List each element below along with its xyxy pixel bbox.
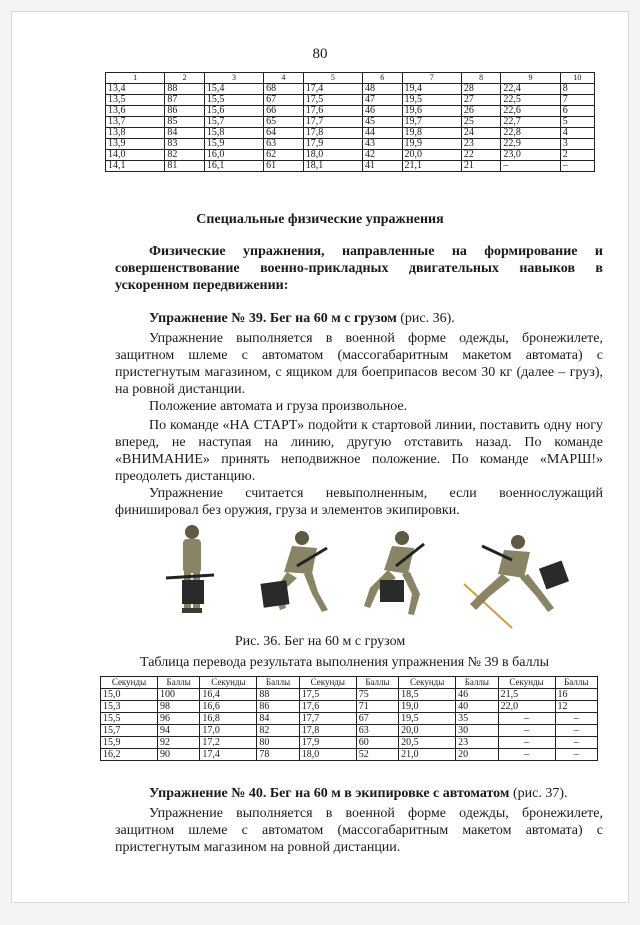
table-row	[101, 689, 598, 701]
table-cell: 15,7	[101, 725, 158, 737]
table-cell: 17,5	[303, 95, 362, 106]
table-header-cell: Баллы	[257, 677, 299, 689]
table-cell: 15,9	[101, 737, 158, 749]
table-cell: 92	[157, 737, 199, 749]
table-cell: 17,8	[299, 725, 356, 737]
table-cell: 22,9	[501, 139, 560, 150]
table-cell: 18,0	[303, 150, 362, 161]
exercise-40-figure-ref: (рис. 37).	[509, 786, 568, 801]
exercise-39-figure-ref: (рис. 36).	[396, 311, 455, 326]
table-cell: 17,7	[303, 117, 362, 128]
table-cell: 80	[257, 737, 299, 749]
table-row	[106, 84, 595, 95]
table-cell: 7	[560, 95, 594, 106]
table-cell: 20,0	[399, 725, 456, 737]
table-cell: 16,0	[204, 150, 263, 161]
table-cell: 28	[461, 84, 501, 95]
table-cell: 62	[264, 150, 304, 161]
intro-paragraph: Физические упражнения, направленные на формирование и совершенствование военно-прикладных двигательных навыков в ускоренном передвижении:	[115, 244, 603, 293]
table-row	[101, 725, 598, 737]
table-cell: 81	[165, 161, 205, 172]
table-cell: 100	[157, 689, 199, 701]
table-cell: –	[555, 725, 597, 737]
table-cell: 15,5	[101, 713, 158, 725]
table-cell: 16,6	[200, 701, 257, 713]
table-cell: 96	[157, 713, 199, 725]
exercise-39-paragraph-4: Упражнение считается невыполненным, если военнослужащий финишировал без оружия, груза и элементов экипировки.	[115, 486, 603, 518]
table-cell: 16,2	[101, 749, 158, 761]
table-cell: 17,4	[303, 84, 362, 95]
table-cell: 66	[264, 106, 304, 117]
table-cell: 15,4	[204, 84, 263, 95]
table-cell: 15,6	[204, 106, 263, 117]
table-cell: 21,0	[399, 749, 456, 761]
table-cell: 64	[264, 128, 304, 139]
table-header-cell: Баллы	[356, 677, 398, 689]
section-title: Специальные физические упражнения	[196, 212, 444, 227]
table-header-cell: Баллы	[456, 677, 498, 689]
table-header-cell: Секунды	[299, 677, 356, 689]
table-cell: 25	[461, 117, 501, 128]
table-cell: 27	[461, 95, 501, 106]
table-cell: 17,5	[299, 689, 356, 701]
table-cell: –	[555, 737, 597, 749]
table-cell: 86	[257, 701, 299, 713]
table-cell: 24	[461, 128, 501, 139]
table-header-cell: 1	[106, 73, 165, 84]
table-cell: –	[498, 725, 555, 737]
table-cell: 15,5	[204, 95, 263, 106]
table-cell: 13,5	[106, 95, 165, 106]
table-cell: 22,8	[501, 128, 560, 139]
table-row	[106, 161, 595, 172]
soldier-figure-standing	[166, 525, 214, 613]
table-cell: 40	[456, 701, 498, 713]
table-cell: 14,0	[106, 150, 165, 161]
table-header-cell: Баллы	[555, 677, 597, 689]
table-cell: 18,5	[399, 689, 456, 701]
table-cell: 19,4	[402, 84, 461, 95]
table-row	[106, 117, 595, 128]
table-cell: 22,4	[501, 84, 560, 95]
table-cell: 19,8	[402, 128, 461, 139]
table-cell: –	[498, 713, 555, 725]
exercise-39-heading	[115, 310, 603, 327]
table-cell: 15,0	[101, 689, 158, 701]
table-cell: 35	[456, 713, 498, 725]
table-cell: –	[498, 749, 555, 761]
table-cell: 19,5	[402, 95, 461, 106]
table-row	[106, 95, 595, 106]
table-cell: 8	[560, 84, 594, 95]
table-header-cell: 8	[461, 73, 501, 84]
table-cell: 4	[560, 128, 594, 139]
table-cell: 19,6	[402, 106, 461, 117]
table-cell: 5	[560, 117, 594, 128]
table-cell: 46	[363, 106, 403, 117]
table-cell: 82	[257, 725, 299, 737]
soldier-figure-start	[260, 531, 328, 612]
table-header-cell: 3	[204, 73, 263, 84]
table-header-cell: Секунды	[101, 677, 158, 689]
table-cell: 15,9	[204, 139, 263, 150]
table-cell: 17,4	[200, 749, 257, 761]
table-cell: 84	[165, 128, 205, 139]
table-cell: 94	[157, 725, 199, 737]
soldier-figure-finish	[464, 535, 569, 628]
table-cell: 90	[157, 749, 199, 761]
table-cell: 23	[461, 139, 501, 150]
table-cell: 44	[363, 128, 403, 139]
table-cell: 67	[264, 95, 304, 106]
table-cell: 19,5	[399, 713, 456, 725]
table-cell: –	[560, 161, 594, 172]
table-cell: 22,0	[498, 701, 555, 713]
table-cell: 85	[165, 117, 205, 128]
table-cell: 87	[165, 95, 205, 106]
table-row	[101, 713, 598, 725]
table-row	[106, 106, 595, 117]
table-cell: –	[498, 737, 555, 749]
table-cell: 60	[356, 737, 398, 749]
table-header-cell: 4	[264, 73, 304, 84]
table-cell: 15,3	[101, 701, 158, 713]
exercise-40-title: Упражнение № 40. Бег на 60 м в экипировке с автоматом	[149, 786, 510, 801]
running-with-load-illustration	[152, 522, 572, 634]
table-cell: 21	[461, 161, 501, 172]
exercise-39-paragraph-2: Положение автомата и груза произвольное.	[149, 399, 408, 414]
table-cell: 82	[165, 150, 205, 161]
table-cell: 16,4	[200, 689, 257, 701]
table-cell: 16,1	[204, 161, 263, 172]
figure-caption: Рис. 36. Бег на 60 м с грузом	[234, 634, 406, 649]
table-cell: 20,0	[402, 150, 461, 161]
table-row	[106, 139, 595, 150]
table-header-cell: Секунды	[200, 677, 257, 689]
exercise-39-paragraph-1: Упражнение выполняется в военной форме одежды, бронежилете, защитном шлеме с автоматом (массогабаритным макетом автомата) с пристегнутым магазином, с ящиком для боеприпасов весом 30 кг (далее – груз), на ровной дистанции.	[115, 331, 603, 397]
table-cell: 26	[461, 106, 501, 117]
table-cell: 84	[257, 713, 299, 725]
exercise-39-paragraph-3: По команде «НА СТАРТ» подойти к стартовой линии, поставить одну ногу вперед, не наступая на линию, другую отставить назад. По команде «ВНИМАНИЕ» принять неподвижное положение. По команде «МАРШ!» преодолеть дистанцию.	[115, 418, 603, 484]
table-header-cell: 5	[303, 73, 362, 84]
table-header-cell: 9	[501, 73, 560, 84]
table-cell: 14,1	[106, 161, 165, 172]
table-cell: 88	[165, 84, 205, 95]
table-cell: 88	[257, 689, 299, 701]
table-cell: 17,6	[303, 106, 362, 117]
table-row	[101, 749, 598, 761]
table-cell: 52	[356, 749, 398, 761]
table-cell: 22,6	[501, 106, 560, 117]
table-cell: 67	[356, 713, 398, 725]
table-header-row	[101, 677, 598, 689]
table-row	[101, 737, 598, 749]
table-cell: 30	[456, 725, 498, 737]
table-cell: 18,0	[299, 749, 356, 761]
table-cell: 13,7	[106, 117, 165, 128]
document-page	[11, 11, 629, 903]
continued-score-table	[105, 72, 595, 172]
table-cell: 63	[356, 725, 398, 737]
table-cell: 19,0	[399, 701, 456, 713]
page-number: 80	[312, 46, 328, 62]
table-cell: 98	[157, 701, 199, 713]
table-cell: 22,5	[501, 95, 560, 106]
table-header-cell: 6	[363, 73, 403, 84]
table-header-cell: 2	[165, 73, 205, 84]
table-cell: 46	[456, 689, 498, 701]
table-cell: 22,7	[501, 117, 560, 128]
table-cell: –	[555, 749, 597, 761]
table-header-cell: Секунды	[498, 677, 555, 689]
table-cell: 78	[257, 749, 299, 761]
table-cell: 18,1	[303, 161, 362, 172]
table-cell: 6	[560, 106, 594, 117]
table-cell: 71	[356, 701, 398, 713]
table-cell: 17,2	[200, 737, 257, 749]
table-cell: 23	[456, 737, 498, 749]
table-cell: 47	[363, 95, 403, 106]
table-cell: 48	[363, 84, 403, 95]
table-cell: 13,6	[106, 106, 165, 117]
exercise-39-score-table	[100, 676, 598, 761]
table-cell: 86	[165, 106, 205, 117]
table-cell: 2	[560, 150, 594, 161]
table-cell: 17,9	[303, 139, 362, 150]
exercise-39-title: Упражнение № 39. Бег на 60 м с грузом	[149, 311, 397, 326]
table-cell: 20,5	[399, 737, 456, 749]
table-cell: 63	[264, 139, 304, 150]
table-cell: 41	[363, 161, 403, 172]
table-cell: –	[555, 713, 597, 725]
table-cell: 42	[363, 150, 403, 161]
table-cell: 75	[356, 689, 398, 701]
table-cell: 17,8	[303, 128, 362, 139]
table-cell: 13,4	[106, 84, 165, 95]
table-cell: 61	[264, 161, 304, 172]
table-cell: 22	[461, 150, 501, 161]
table-row	[106, 128, 595, 139]
table-header-cell: Баллы	[157, 677, 199, 689]
table-cell: 21,1	[402, 161, 461, 172]
table-cell: 19,9	[402, 139, 461, 150]
table-header-cell: 7	[402, 73, 461, 84]
table-header-cell: Секунды	[399, 677, 456, 689]
table-row	[101, 701, 598, 713]
table-cell: 17,0	[200, 725, 257, 737]
table-cell: 19,7	[402, 117, 461, 128]
table-cell: 16	[555, 689, 597, 701]
table-cell: 15,7	[204, 117, 263, 128]
table-cell: 21,5	[498, 689, 555, 701]
score-table-title: Таблица перевода результата выполнения упражнения № 39 в баллы	[140, 655, 549, 670]
table-cell: 3	[560, 139, 594, 150]
table-header-cell: 10	[560, 73, 594, 84]
table-cell: 65	[264, 117, 304, 128]
table-row	[106, 150, 595, 161]
table-cell: 68	[264, 84, 304, 95]
table-cell: 17,9	[299, 737, 356, 749]
table-cell: 13,8	[106, 128, 165, 139]
table-cell: 17,6	[299, 701, 356, 713]
soldier-figure-running	[364, 531, 424, 615]
table-cell: 16,8	[200, 713, 257, 725]
table-cell: 13,9	[106, 139, 165, 150]
table-cell: 45	[363, 117, 403, 128]
exercise-40-paragraph-1: Упражнение выполняется в военной форме одежды, бронежилете, защитном шлеме с автоматом (массогабаритным макетом автомата) с пристегнутым магазином на ровной дистанции.	[115, 806, 603, 855]
table-cell: 17,7	[299, 713, 356, 725]
table-cell: 43	[363, 139, 403, 150]
table-cell: 83	[165, 139, 205, 150]
exercise-40-heading	[115, 785, 603, 802]
table-header-row	[106, 73, 595, 84]
table-cell: 23,0	[501, 150, 560, 161]
table-cell: 15,8	[204, 128, 263, 139]
table-cell: –	[501, 161, 560, 172]
table-cell: 12	[555, 701, 597, 713]
table-cell: 20	[456, 749, 498, 761]
